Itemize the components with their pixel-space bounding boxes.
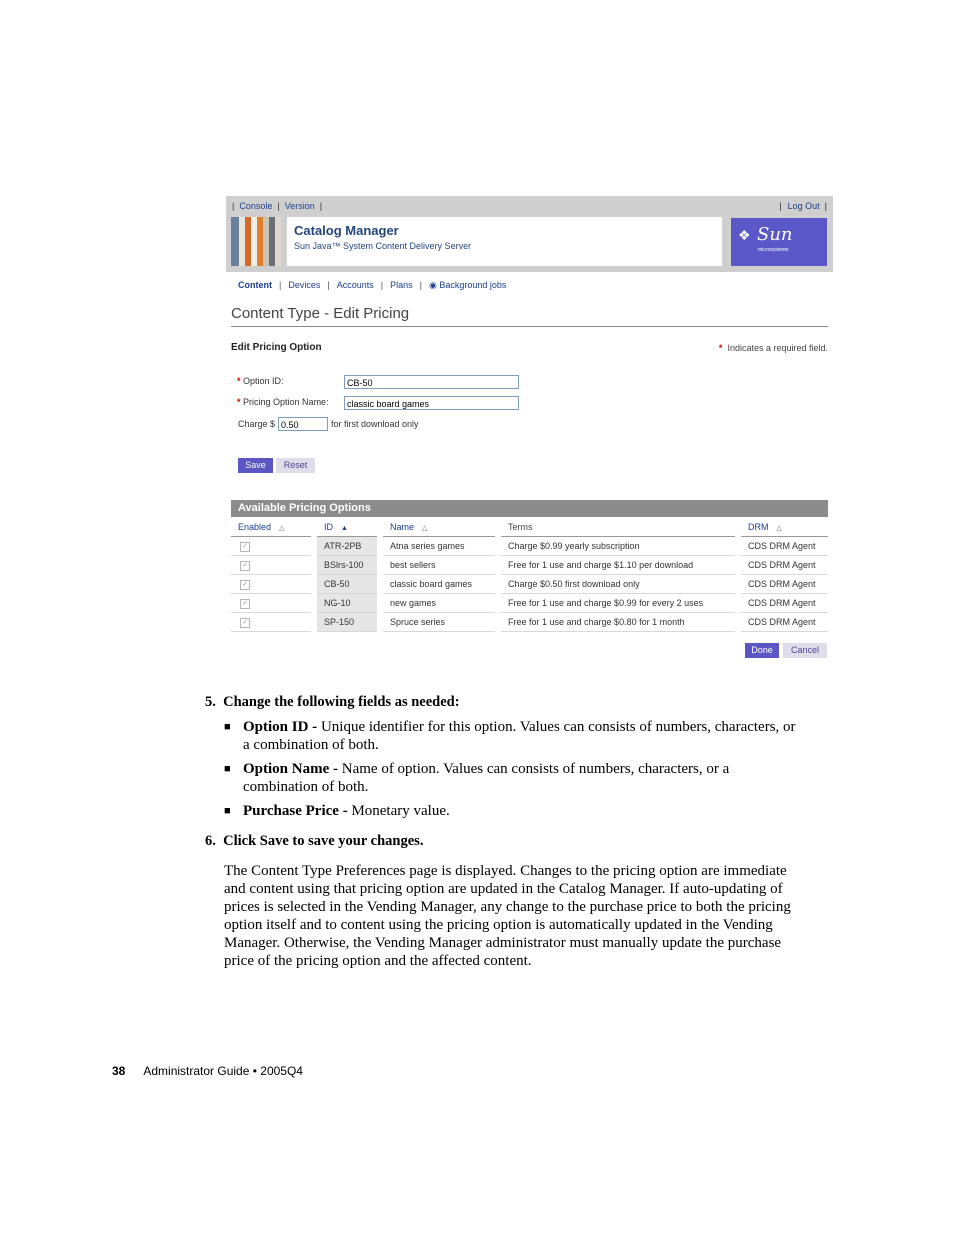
globe-icon: ◉ — [428, 280, 437, 290]
drm-cell: CDS DRM Agent — [741, 594, 828, 613]
masthead-links: | Console | Version | — [232, 201, 323, 211]
bullet-text: Name of option. Values can consists of numbers, characters, or a combination of both. — [243, 761, 730, 795]
reset-button[interactable]: Reset — [276, 458, 315, 473]
subnav-plans[interactable]: Plans — [390, 280, 413, 290]
app-subtitle: Sun Java™ System Content Delivery Server — [294, 241, 472, 251]
bullet-purchase-price — [224, 802, 799, 820]
required-star-icon: * — [237, 376, 241, 386]
enabled-cell — [231, 537, 311, 556]
bullet-option-name — [224, 760, 799, 796]
screenshot-panel — [226, 196, 833, 666]
masthead — [226, 196, 833, 272]
subnav: Content | Devices | Accounts | Plans | ◉ Background jobs — [238, 280, 507, 290]
done-button[interactable]: Done — [745, 643, 779, 658]
name-cell: best sellers — [383, 556, 495, 575]
enabled-checkbox[interactable]: ✓ — [240, 599, 250, 609]
subnav-accounts[interactable]: Accounts — [336, 280, 374, 290]
bullet-option-id — [224, 718, 799, 754]
table-title-text: Available Pricing Options — [238, 502, 371, 514]
logout-link[interactable]: Log Out — [787, 201, 820, 211]
id-cell: BSlrs-100 — [317, 556, 377, 575]
terms-cell: Free for 1 use and charge $0.80 for 1 month — [501, 613, 735, 632]
bullet-term: Purchase Price - — [243, 803, 348, 819]
name-cell: Spruce series — [383, 613, 495, 632]
table-row — [231, 613, 828, 632]
enabled-cell — [231, 575, 311, 594]
name-cell: Atna series games — [383, 537, 495, 556]
name-cell: classic board games — [383, 575, 495, 594]
section-title: Edit Pricing Option — [231, 342, 322, 353]
enabled-checkbox[interactable]: ✓ — [240, 580, 250, 590]
product-image — [231, 217, 281, 266]
col-name-label: Name — [390, 521, 415, 532]
id-cell: CB-50 — [317, 575, 377, 594]
pricing-option-name-label-text: Pricing Option Name: — [243, 397, 329, 407]
terms-cell: Charge $0.50 first download only — [501, 575, 735, 594]
option-id-input[interactable]: CB-50 — [344, 375, 519, 389]
required-note — [719, 343, 828, 353]
bullet-square-icon: ■ — [224, 763, 231, 775]
bullet-text: Unique identifier for this option. Values can consists of numbers, characters, or a combination of both. — [243, 719, 796, 753]
pricing-options-table — [231, 517, 828, 632]
bullet-square-icon: ■ — [224, 805, 231, 817]
page-title: Content Type - Edit Pricing — [231, 305, 410, 322]
result-paragraph: The Content Type Preferences page is displayed. Changes to the pricing option are immediate and content using that pricing option are updated in the Catalog Manager. If auto-updating of prices is selected in the Vending Manager, any change to the purchase price to both the pricing option itself and to content using the pricing option is automatically updated in the Vending Manager. Otherwise, the Vending Manager administrator must manually update the purchase price of the pricing option and the affected content. — [224, 863, 791, 969]
required-note-text: Indicates a required field. — [727, 343, 828, 353]
terms-cell: Charge $0.99 yearly subscription — [501, 537, 735, 556]
option-id-label — [237, 376, 284, 386]
table-row — [231, 575, 828, 594]
id-cell: SP-150 — [317, 613, 377, 632]
step-6: 6. Click Save to save your changes. — [205, 833, 424, 849]
sort-active-icon[interactable]: ▲ — [341, 524, 348, 532]
bullet-term: Option ID - — [243, 719, 318, 735]
title-divider — [231, 326, 828, 327]
terms-cell: Free for 1 use and charge $0.99 for every 2 uses — [501, 594, 735, 613]
id-cell: ATR-2PB — [317, 537, 377, 556]
masthead-title-box — [287, 217, 722, 266]
version-link[interactable]: Version — [284, 201, 315, 211]
drm-cell: CDS DRM Agent — [741, 537, 828, 556]
col-terms: Terms — [501, 517, 735, 537]
pricing-option-name-label — [237, 397, 329, 407]
page-number: 38 — [112, 1064, 126, 1078]
option-id-label-text: Option ID: — [243, 376, 284, 386]
col-drm[interactable] — [741, 517, 828, 537]
cancel-button[interactable]: Cancel — [783, 643, 827, 658]
subnav-background-jobs[interactable]: Background jobs — [439, 280, 507, 290]
col-enabled-label: Enabled — [238, 521, 272, 532]
drm-cell: CDS DRM Agent — [741, 575, 828, 594]
table-row — [231, 556, 828, 575]
charge-input[interactable]: 0.50 — [278, 417, 328, 431]
bullet-text: Monetary value. — [347, 803, 450, 819]
col-id-label: ID — [324, 521, 333, 532]
pricing-option-name-input[interactable]: classic board games — [344, 396, 519, 410]
drm-cell: CDS DRM Agent — [741, 556, 828, 575]
bullet-square-icon: ■ — [224, 721, 231, 733]
subnav-devices[interactable]: Devices — [288, 280, 321, 290]
sun-logo-tagline: microsystems — [758, 247, 789, 253]
step-5: 5. Change the following fields as needed: — [205, 694, 460, 710]
table-header-row — [231, 517, 828, 537]
enabled-checkbox[interactable]: ✓ — [240, 561, 250, 571]
col-drm-label: DRM — [748, 521, 769, 532]
sort-asc-icon[interactable]: △ — [776, 524, 782, 532]
app-title: Catalog Manager — [294, 223, 399, 238]
table-row — [231, 537, 828, 556]
save-button[interactable]: Save — [238, 458, 273, 473]
pricing-options-table-title — [231, 500, 828, 517]
id-cell: NG-10 — [317, 594, 377, 613]
name-cell: new games — [383, 594, 495, 613]
drm-cell: CDS DRM Agent — [741, 613, 828, 632]
sun-logo — [731, 218, 827, 266]
terms-cell: Free for 1 use and charge $1.10 per download — [501, 556, 735, 575]
charge-suffix: for first download only — [331, 419, 419, 429]
enabled-checkbox[interactable]: ✓ — [240, 618, 250, 628]
enabled-cell — [231, 556, 311, 575]
sort-asc-icon[interactable]: △ — [422, 524, 428, 532]
doc-title: Administrator Guide • 2005Q4 — [143, 1064, 303, 1078]
bullet-term: Option Name - — [243, 761, 338, 777]
sun-diamond-icon: ❖ — [738, 228, 751, 244]
charge-label: Charge $ — [238, 419, 276, 429]
sun-logo-text: Sun — [757, 224, 793, 245]
col-name[interactable] — [383, 517, 495, 537]
required-star-icon: * — [718, 343, 723, 353]
subnav-content[interactable]: Content — [238, 280, 272, 290]
col-enabled[interactable] — [231, 517, 311, 537]
sort-asc-icon[interactable]: △ — [279, 524, 285, 532]
page-footer — [112, 1064, 303, 1078]
required-star-icon: * — [237, 397, 241, 407]
col-id[interactable] — [317, 517, 377, 537]
enabled-cell — [231, 613, 311, 632]
enabled-cell — [231, 594, 311, 613]
console-link[interactable]: Console — [239, 201, 273, 211]
enabled-checkbox[interactable]: ✓ — [240, 542, 250, 552]
logout-area: | Log Out | — [779, 201, 827, 211]
table-row — [231, 594, 828, 613]
